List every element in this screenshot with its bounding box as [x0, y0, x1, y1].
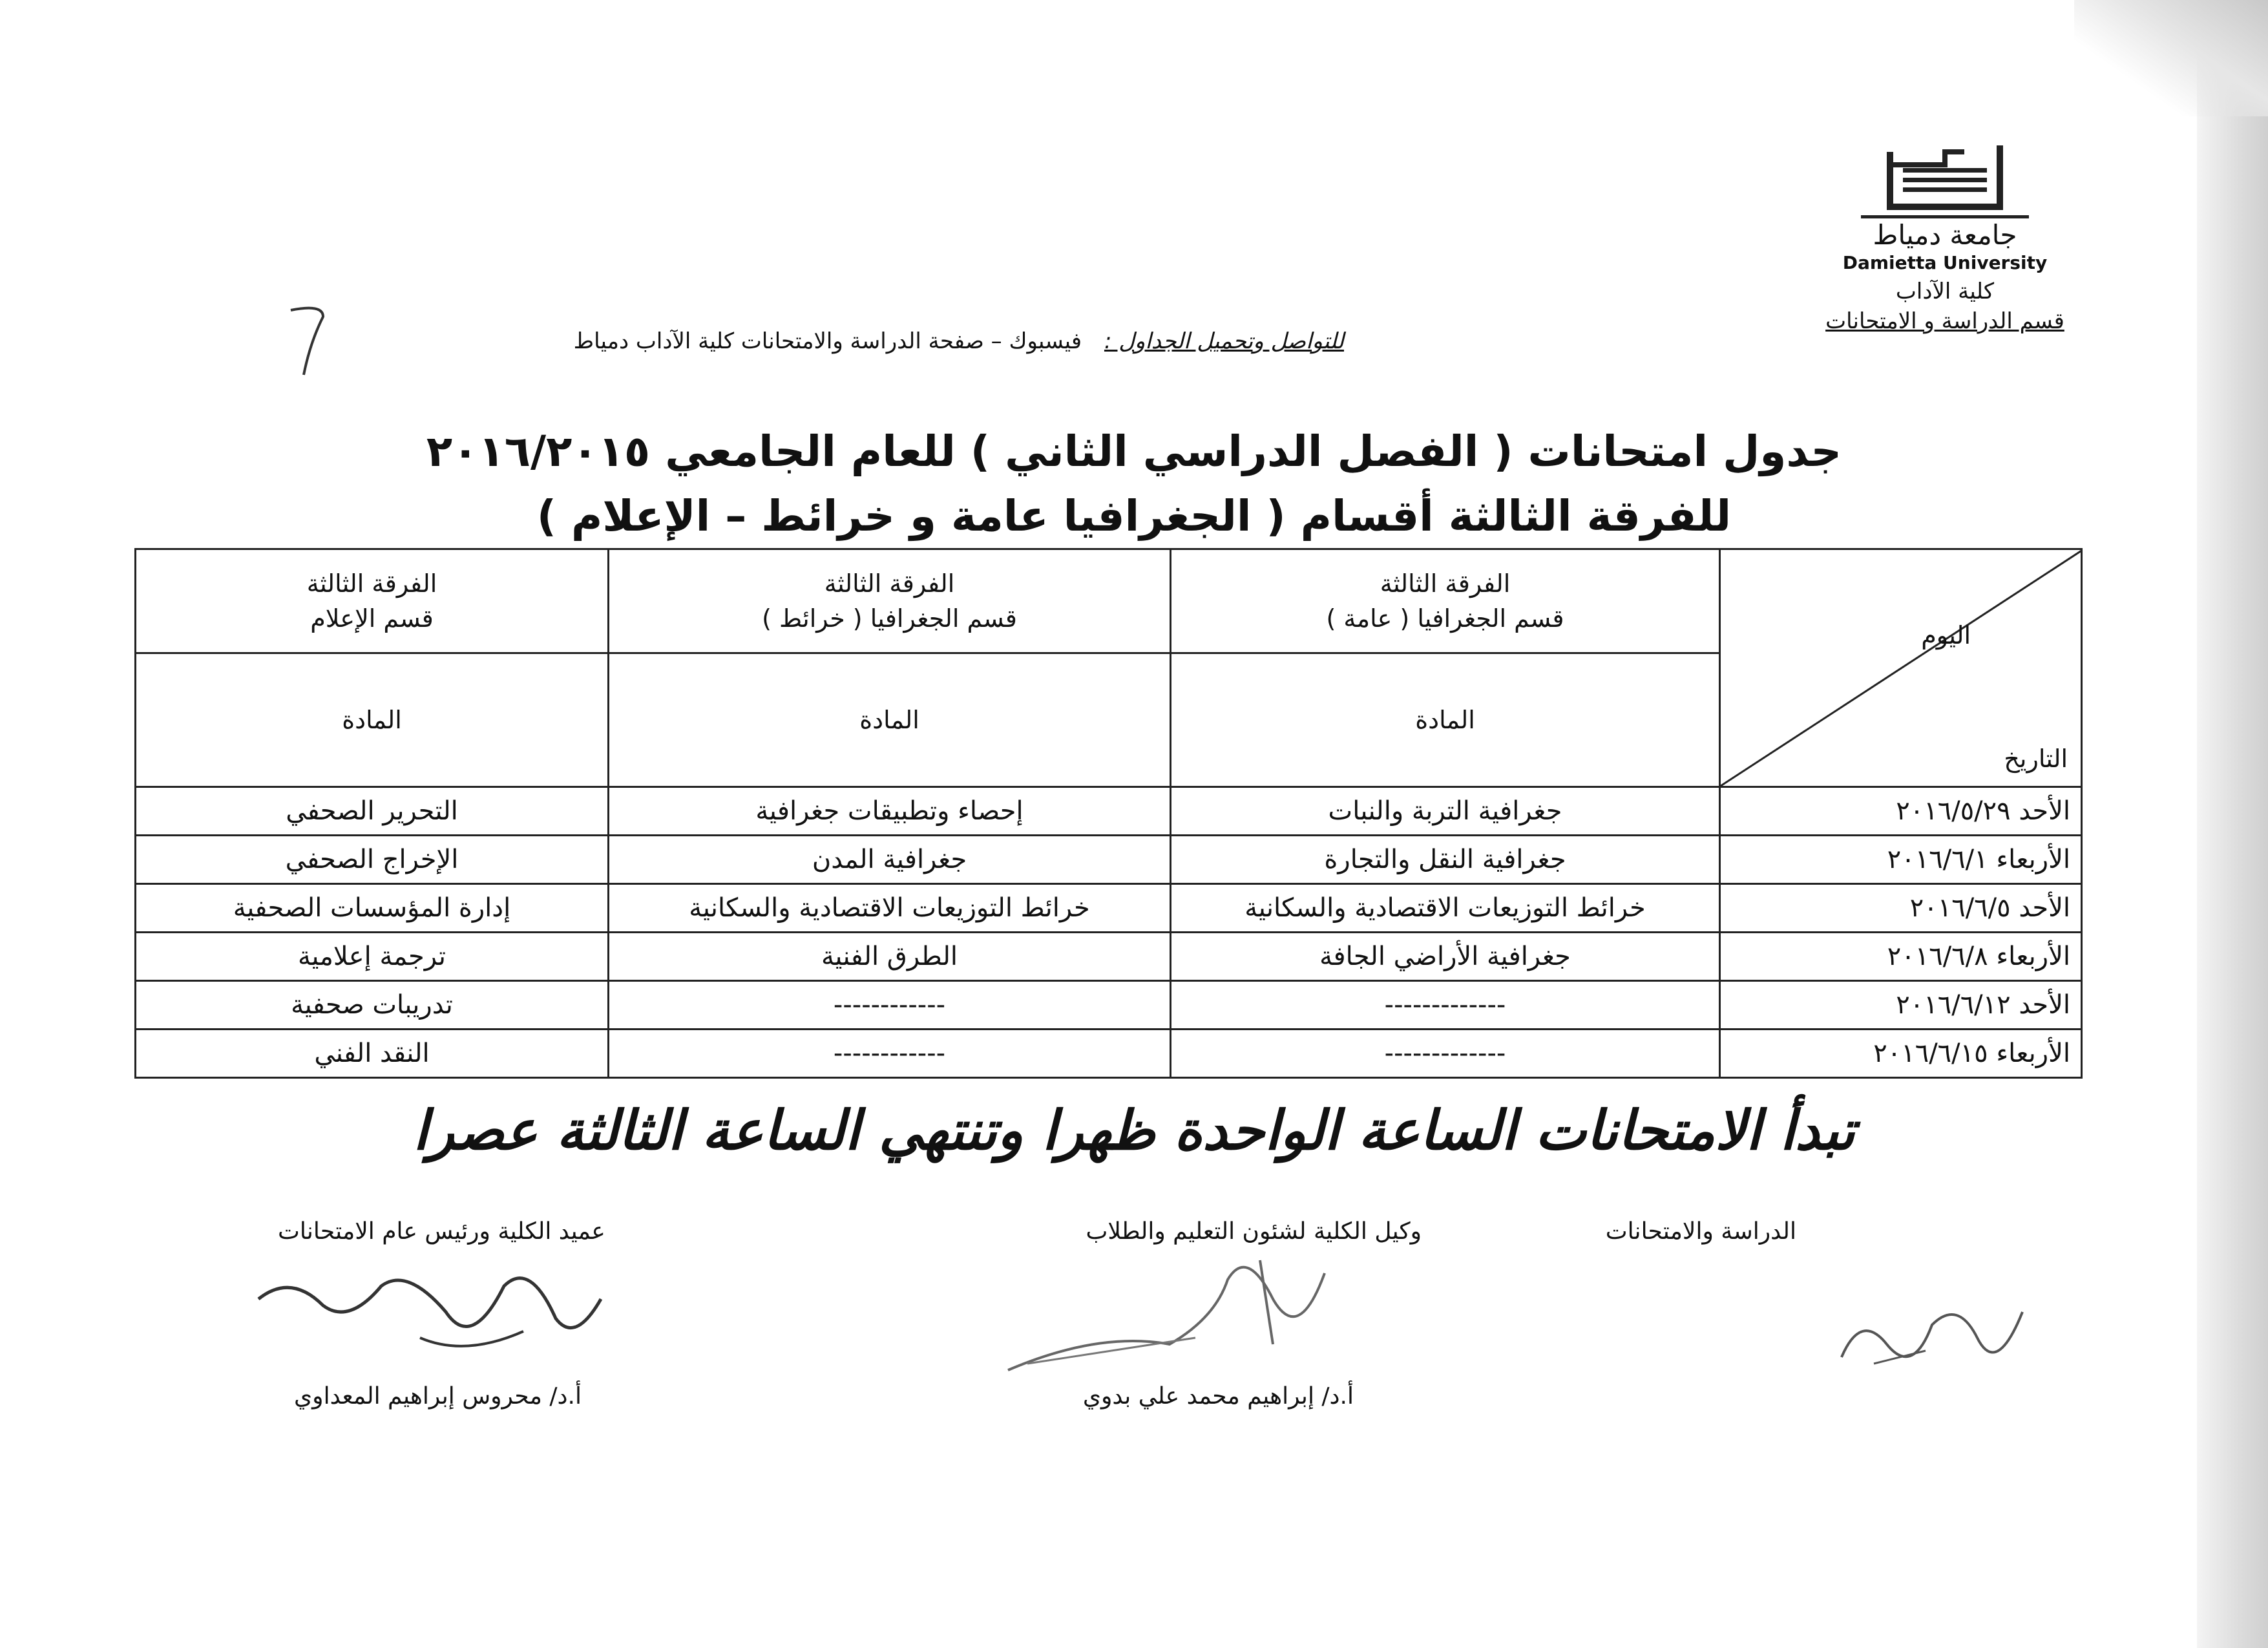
contact-label: للتواصل وتحميل الجداول : [1104, 328, 1344, 354]
column-header-geo-maps [609, 549, 1171, 653]
subject-cell: النقد الفني [136, 1030, 609, 1078]
subject-cell: ------------ [609, 981, 1171, 1030]
exam-date: الأربعاء ٢٠١٦/٦/١ [1720, 836, 2082, 884]
subject-header: المادة [136, 653, 609, 787]
table-row [136, 933, 2082, 981]
exam-date: الأحد ٢٠١٦/٦/١٢ [1720, 981, 2082, 1030]
department-name: قسم الدراسة و الامتحانات [1825, 308, 2064, 334]
contact-line [439, 328, 1344, 354]
exam-date: الأربعاء ٢٠١٦/٦/٨ [1720, 933, 2082, 981]
date-header: التاريخ [2004, 745, 2068, 773]
university-logo-icon [1848, 139, 2042, 223]
schedule-table-wrap [134, 548, 2081, 1079]
subject-cell: خرائط التوزيعات الاقتصادية والسكانية [1171, 884, 1720, 933]
subject-cell: ------------ [609, 1030, 1171, 1078]
subject-cell: إحصاء وتطبيقات جغرافية [609, 787, 1171, 836]
day-header: اليوم [1921, 621, 1971, 650]
contact-text: فيسبوك – صفحة الدراسة والامتحانات كلية الآداب دمياط [573, 328, 1082, 354]
column-header-media [136, 549, 609, 653]
subject-cell: التحرير الصحفي [136, 787, 609, 836]
exam-date: الأربعاء ٢٠١٦/٦/١٥ [1720, 1030, 2082, 1078]
subject-cell: جغرافية الأراضي الجافة [1171, 933, 1720, 981]
column-header-geo-general [1171, 549, 1720, 653]
signature-title-right: الدراسة والامتحانات [1605, 1218, 1796, 1245]
university-name-ar: جامعة دمياط [1873, 219, 2017, 251]
faculty-name: كلية الآداب [1895, 279, 1995, 304]
signature-title-left: عميد الكلية ورئيس عام الامتحانات [278, 1218, 605, 1245]
column-dept: قسم الإعلام [310, 604, 434, 633]
table-row [136, 787, 2082, 836]
column-group: الفرقة الثالثة [824, 569, 955, 598]
subject-cell: جغرافية المدن [609, 836, 1171, 884]
subject-header: المادة [1171, 653, 1720, 787]
exam-date: الأحد ٢٠١٦/٥/٢٩ [1720, 787, 2082, 836]
letterhead [1809, 139, 2081, 334]
signature-right-icon [1835, 1286, 2029, 1370]
table-row [136, 884, 2082, 933]
signature-left-icon [252, 1260, 614, 1364]
table-row [136, 1030, 2082, 1078]
schedule-table [134, 548, 2083, 1079]
handwritten-mark-icon [284, 304, 336, 381]
subject-cell: جغرافية التربة والنبات [1171, 787, 1720, 836]
page-edge [2197, 0, 2268, 1648]
exam-date: الأحد ٢٠١٦/٦/٥ [1720, 884, 2082, 933]
signature-title-middle: وكيل الكلية لشئون التعليم والطلاب [1086, 1218, 1422, 1245]
schedule-title: جدول امتحانات ( الفصل الدراسي الثاني ) للعام الجامعي ٢٠١٦/٢٠١٥ [426, 427, 1842, 476]
subject-cell: ترجمة إعلامية [136, 933, 609, 981]
column-group: الفرقة الثالثة [1380, 569, 1511, 598]
subject-header: المادة [609, 653, 1171, 787]
subject-cell: خرائط التوزيعات الاقتصادية والسكانية [609, 884, 1171, 933]
day-date-corner-cell [1720, 549, 2082, 787]
column-group: الفرقة الثالثة [306, 569, 437, 598]
table-row [136, 981, 2082, 1030]
exam-time-note: تبدأ الامتحانات الساعة الواحدة ظهرا وتنتهي الساعة الثالثة عصرا [413, 1099, 1855, 1162]
signature-middle-icon [1002, 1241, 1363, 1377]
schedule-subtitle: للفرقة الثالثة أقسام ( الجغرافيا عامة و خرائط – الإعلام ) [536, 491, 1732, 541]
subject-cell: إدارة المؤسسات الصحفية [136, 884, 609, 933]
signature-name-left: أ.د/ محروس إبراهيم المعداوي [294, 1383, 582, 1410]
subject-cell: ------------- [1171, 1030, 1720, 1078]
column-dept: قسم الجغرافيا ( خرائط ) [762, 604, 1017, 633]
subject-cell: جغرافية النقل والتجارة [1171, 836, 1720, 884]
subject-cell: ------------- [1171, 981, 1720, 1030]
signature-name-middle: أ.د/ إبراهيم محمد علي بدوي [1082, 1383, 1354, 1410]
column-dept: قسم الجغرافيا ( عامة ) [1326, 604, 1564, 633]
page-corner-fold [2074, 0, 2268, 116]
subject-cell: الإخراج الصحفي [136, 836, 609, 884]
university-name-en: Damietta University [1842, 252, 2048, 273]
subject-cell: الطرق الفنية [609, 933, 1171, 981]
table-row [136, 836, 2082, 884]
subject-cell: تدريبات صحفية [136, 981, 609, 1030]
